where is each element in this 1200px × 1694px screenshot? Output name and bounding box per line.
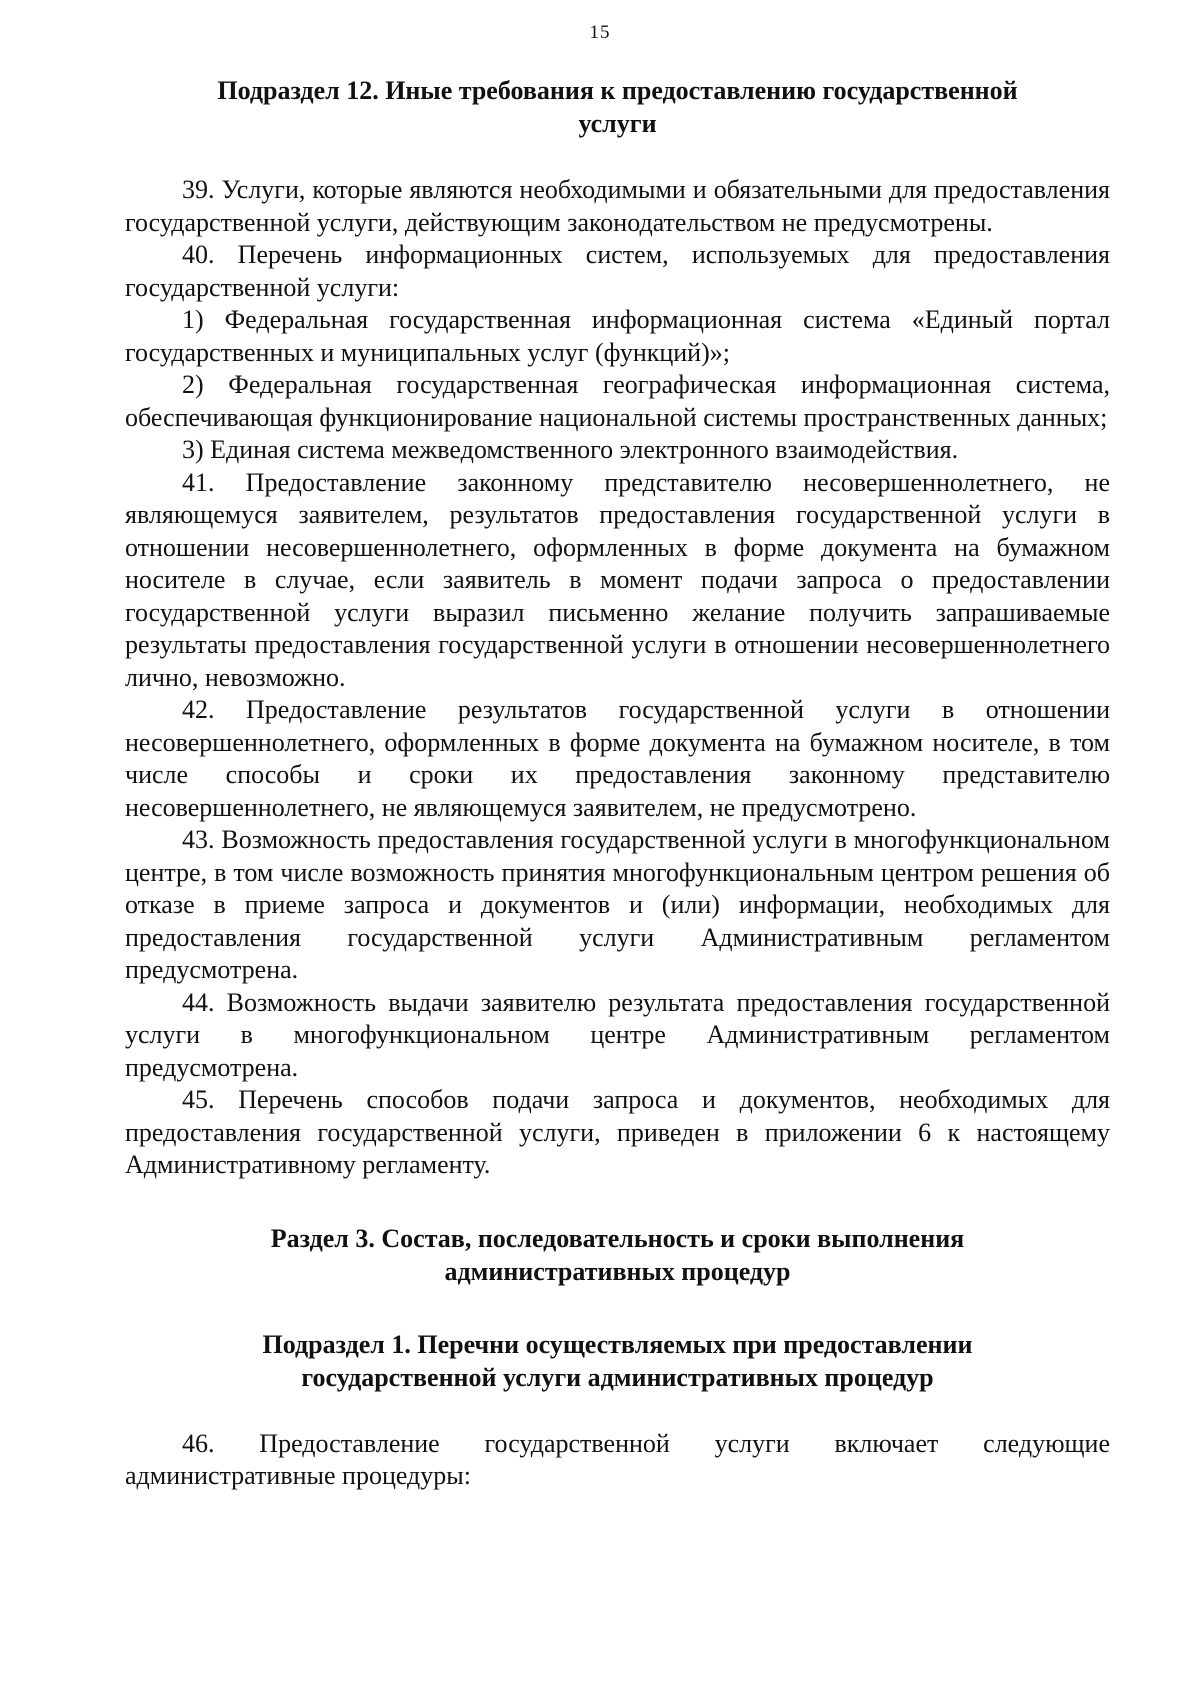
subsection-1-title-line1: Подраздел 1. Перечни осуществляемых при предоставлении xyxy=(262,1329,973,1359)
section-3-title-line1: Раздел 3. Состав, последовательность и сроки выполнения xyxy=(270,1223,965,1253)
subsection-12-heading xyxy=(125,74,1110,140)
section-3-title-line2: административных процедур xyxy=(444,1256,791,1286)
document-body xyxy=(125,74,1110,1493)
subsection-1-title-line2: государственной услуги административных процедур xyxy=(301,1362,934,1392)
list-item-1: 1) Федеральная государственная информационная система «Единый портал государственных и муниципальных услуг (функций)»; xyxy=(125,305,1110,367)
paragraph-39: 39. Услуги, которые являются необходимыми и обязательными для предоставления государственной услуги, действующим законодательством не предусмотрены. xyxy=(125,175,1110,237)
paragraph-43: 43. Возможность предоставления государственной услуги в многофункциональном центре, в том числе возможность принятия многофункциональным центром решения об отказе в приеме запроса и документов и (или) информации, необходимых для предоставления государственной услуги Административным регламентом предусмотрена. xyxy=(125,825,1110,984)
page-number: 15 xyxy=(589,22,611,43)
paragraph-42: 42. Предоставление результатов государственной услуги в отношении несовершеннолетнего, оформленных в форме документа на бумажном носителе, в том числе способы и сроки их предоставления законному представителю несовершеннолетнего, не являющемуся заявителем, не предусмотрено. xyxy=(125,695,1110,822)
subsection-12-title-line1: Подраздел 12. Иные требования к предоставлению государственной xyxy=(217,76,1018,105)
list-item-2: 2) Федеральная государственная географическая информационная система, обеспечивающая функционирование национальной системы пространственных данных; xyxy=(125,370,1110,432)
paragraph-40: 40. Перечень информационных систем, используемых для предоставления государственной услуги: xyxy=(125,240,1110,302)
section-3-heading xyxy=(125,1222,1110,1288)
subsection-12-title-line2: услуги xyxy=(578,109,657,138)
list-item-3: 3) Единая система межведомственного электронного взаимодействия. xyxy=(182,435,959,464)
paragraph-46: 46. Предоставление государственной услуги включает следующие административные процедуры: xyxy=(125,1428,1110,1490)
paragraph-45: 45. Перечень способов подачи запроса и документов, необходимых для предоставления государственной услуги, приведен в приложении 6 к настоящему Административному регламенту. xyxy=(125,1085,1110,1179)
subsection-1-heading xyxy=(125,1328,1110,1394)
paragraph-41: 41. Предоставление законному представителю несовершеннолетнего, не являющемуся заявителем, результатов предоставления государственной услуги в отношении несовершеннолетнего, оформленных в форме документа на бумажном носителе в случае, если заявитель в момент подачи запроса о предоставлении государственной услуги выразил письменно желание получить запрашиваемые результаты предоставления государственной услуги в отношении несовершеннолетнего лично, невозможно. xyxy=(125,467,1110,692)
paragraph-44: 44. Возможность выдачи заявителю результата предоставления государственной услуги в многофункциональном центре Административным регламентом предусмотрена. xyxy=(125,987,1110,1082)
